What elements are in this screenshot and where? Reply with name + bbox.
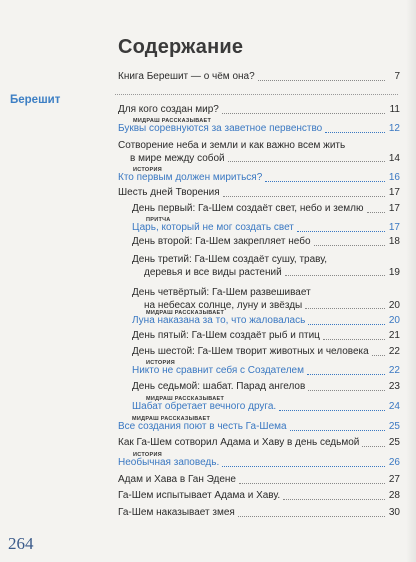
entry-kicker: МИДРАШ РАССКАЗЫВАЕТ <box>132 416 211 422</box>
entry-title: Буквы соревнуются за заветное первенство <box>118 123 323 134</box>
toc-entry[interactable] <box>118 123 400 136</box>
entry-title-cont: в мире между собой <box>130 152 225 164</box>
entry-page: 24 <box>388 401 400 412</box>
leader-dots <box>372 355 385 356</box>
entry-page: 22 <box>388 365 400 376</box>
entry-title: Для кого создан мир? <box>118 104 219 115</box>
entry-title: Царь, который не мог создать свет <box>132 222 294 233</box>
entry-page: 16 <box>388 172 400 183</box>
toc-entry[interactable] <box>132 346 400 359</box>
entry-page: 23 <box>388 381 400 392</box>
entry-title: Га-Шем испытывает Адама и Хаву. <box>118 490 281 501</box>
entry-page: 17 <box>388 222 400 233</box>
entry-kicker: ИСТОРИЯ <box>133 167 162 173</box>
entry-title: Луна наказана за то, что жаловалась <box>132 315 306 326</box>
entry-title: Кто первым должен мириться? <box>118 172 263 183</box>
entry-kicker: МИДРАШ РАССКАЗЫВАЕТ <box>146 310 225 316</box>
entry-kicker: МИДРАШ РАССКАЗЫВАЕТ <box>133 118 212 124</box>
entry-title: Книга Берешит — о чём она? <box>118 71 255 82</box>
entry-kicker: ИСТОРИЯ <box>146 360 175 366</box>
entry-page: 19 <box>388 266 400 278</box>
leader-dots <box>314 245 385 246</box>
leader-dots <box>258 80 385 81</box>
leader-dots <box>222 466 385 467</box>
leader-dots <box>297 231 385 232</box>
entry-page: 30 <box>388 507 400 518</box>
leader-dots <box>307 374 385 375</box>
leader-dots <box>279 410 385 411</box>
entry-title: Как Га-Шем сотворил Адама и Хаву в день седьмой <box>118 437 360 448</box>
entry-title: День второй: Га-Шем закрепляет небо <box>132 236 311 247</box>
toc-entry[interactable] <box>132 254 400 279</box>
entry-page: 7 <box>394 71 400 82</box>
toc-entry[interactable] <box>118 490 400 503</box>
entry-title: Никто не сравнит себя с Создателем <box>132 365 304 376</box>
entry-title: Все создания поют в честь Га-Шема <box>118 421 287 432</box>
entry-title: Шабат обретает вечного друга. <box>132 401 277 412</box>
leader-dots <box>308 324 385 325</box>
entry-kicker: МИДРАШ РАССКАЗЫВАЕТ <box>146 396 225 402</box>
toc-entry[interactable] <box>118 187 400 200</box>
entry-title: День четвёртый: Га-Шем развешивает <box>132 287 311 298</box>
entry-title: Га-Шем наказывает змея <box>118 507 235 518</box>
leader-dots <box>228 161 385 162</box>
entry-page: 11 <box>389 104 400 115</box>
leader-dots <box>323 339 385 340</box>
entry-title-cont: деревья и все виды растений <box>144 266 282 278</box>
toc-entry[interactable] <box>118 437 400 450</box>
toc-entry[interactable] <box>132 365 400 378</box>
entry-kicker: ИСТОРИЯ <box>133 452 162 458</box>
entry-page: 20 <box>388 299 400 311</box>
toc-entry[interactable] <box>132 236 400 249</box>
entry-page: 26 <box>388 457 400 468</box>
page-number: 264 <box>8 534 34 553</box>
entry-page: 20 <box>388 315 400 326</box>
leader-dots <box>290 430 385 431</box>
leader-dots <box>305 308 385 309</box>
entry-page: 12 <box>388 123 400 134</box>
entry-page: 28 <box>388 490 400 501</box>
leader-dots <box>222 113 385 114</box>
toc-entry[interactable] <box>118 421 400 434</box>
toc-entry[interactable] <box>118 104 400 117</box>
leader-dots <box>239 483 385 484</box>
toc-entry[interactable] <box>132 381 400 394</box>
entry-title-cont: на небесах солнце, луну и звёзды <box>144 299 303 311</box>
page-gutter-shadow <box>406 0 416 562</box>
divider <box>115 94 398 95</box>
toc-entry[interactable] <box>132 203 400 216</box>
leader-dots <box>223 196 385 197</box>
entry-title: День пятый: Га-Шем создаёт рыб и птиц <box>132 330 320 341</box>
toc-entry[interactable] <box>118 507 400 520</box>
entry-page: 17 <box>388 187 400 198</box>
entry-page: 22 <box>388 346 400 357</box>
toc-entry[interactable] <box>118 457 400 470</box>
toc-entry[interactable] <box>132 222 400 235</box>
toc-entry[interactable] <box>118 474 400 487</box>
leader-dots <box>238 516 385 517</box>
toc-entry[interactable] <box>132 330 400 343</box>
leader-dots <box>265 181 385 182</box>
entry-page: 27 <box>388 474 400 485</box>
entry-title: Необычная заповедь. <box>118 457 220 468</box>
leader-dots <box>285 275 385 276</box>
entry-title: Сотворение неба и земли и как важно всем жить <box>118 140 346 151</box>
toc-entry[interactable] <box>118 71 400 84</box>
entry-title: День седьмой: шабат. Парад ангелов <box>132 381 306 392</box>
entry-kicker: ПРИТЧА <box>146 217 171 223</box>
entry-page: 17 <box>388 203 400 214</box>
entry-title: Шесть дней Творения <box>118 187 220 198</box>
section-label: Берешит <box>10 94 61 106</box>
entry-page: 14 <box>388 152 400 164</box>
toc-entry[interactable] <box>132 287 400 312</box>
leader-dots <box>308 390 385 391</box>
leader-dots <box>283 499 385 500</box>
toc-entry[interactable] <box>132 401 400 414</box>
toc-entry[interactable] <box>118 172 400 185</box>
entry-title: День третий: Га-Шем создаёт сушу, траву, <box>132 254 328 265</box>
entry-page: 25 <box>388 437 400 448</box>
entry-page: 21 <box>388 330 400 341</box>
toc-entry[interactable] <box>132 315 400 328</box>
toc-entry[interactable] <box>118 140 400 165</box>
leader-dots <box>325 132 385 133</box>
leader-dots <box>367 212 386 213</box>
entry-title: День шестой: Га-Шем творит животных и человека <box>132 346 369 357</box>
leader-dots <box>362 446 385 447</box>
page-title: Содержание <box>118 36 244 58</box>
entry-title: Адам и Хава в Ган Эдене <box>118 474 236 485</box>
entry-page: 25 <box>388 421 400 432</box>
entry-page: 18 <box>388 236 400 247</box>
entry-title: День первый: Га-Шем создаёт свет, небо и землю <box>132 203 364 214</box>
